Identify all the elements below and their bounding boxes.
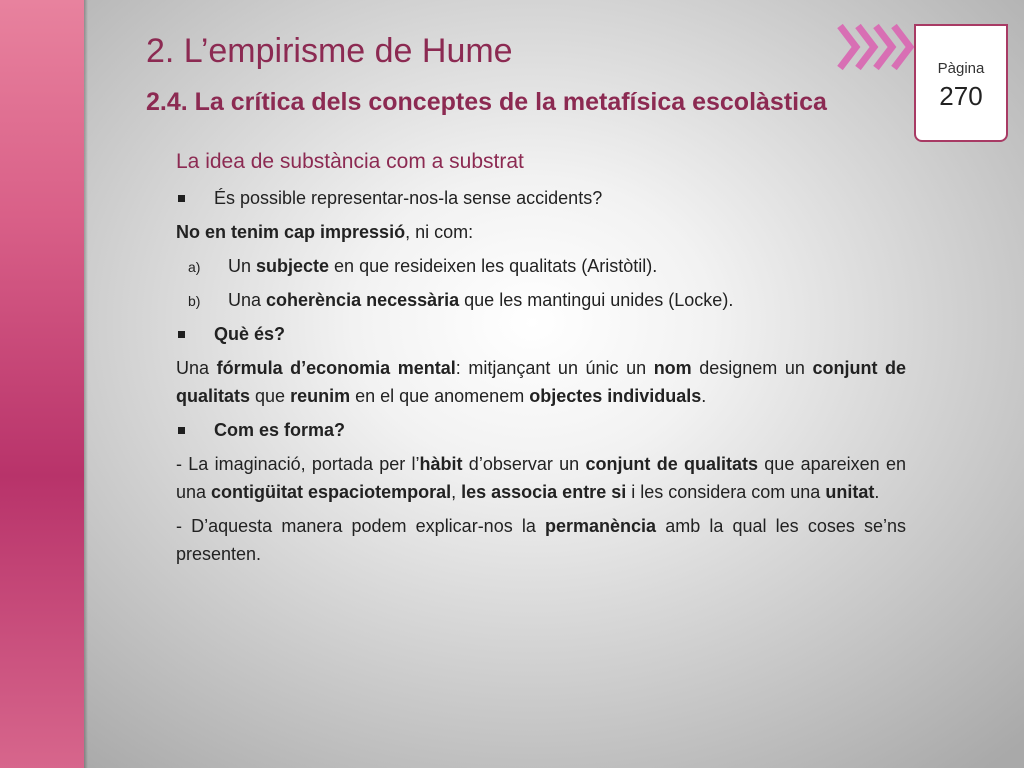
page-number: 270 <box>939 81 983 111</box>
list-label: b) <box>188 293 201 309</box>
text: . <box>701 386 707 406</box>
bullet-item <box>176 416 906 444</box>
text: designem un <box>691 358 813 378</box>
bold-text: coherència necessària <box>266 290 460 310</box>
text: i les considera com una <box>626 482 826 502</box>
list-item-a <box>176 252 906 280</box>
chevrons-icon <box>834 20 914 74</box>
text: Una <box>228 290 267 310</box>
bullet-item <box>176 184 906 212</box>
slide-subtitle: 2.4. La crítica dels conceptes de la metafísica escolàstica <box>146 88 827 116</box>
bold-text: subjecte <box>256 256 330 276</box>
paragraph-imaginacio <box>176 450 906 506</box>
square-bullet-icon <box>178 195 185 202</box>
text: - La imaginació, portada per l’ <box>176 454 420 474</box>
square-bullet-icon <box>178 331 185 338</box>
slide-title: 2. L’empirisme de Hume <box>146 32 513 70</box>
text: en que resideixen les qualitats (Aristòtil). <box>329 256 658 276</box>
bullet-text: És possible representar-nos-la sense accidents? <box>214 188 603 208</box>
bold-text: hàbit <box>419 454 463 474</box>
paragraph-permanencia <box>176 512 906 568</box>
paragraph-no-impressio <box>176 218 906 246</box>
page-number-box <box>914 24 1008 142</box>
list-label: a) <box>188 259 201 275</box>
bold-text: les associa entre si <box>461 482 627 502</box>
paragraph-formula <box>176 354 906 410</box>
page-label: Pàgina <box>937 60 985 77</box>
text: . <box>874 482 880 502</box>
bold-text: No en tenim cap impressió <box>176 222 406 242</box>
text: en el que anomenem <box>350 386 530 406</box>
text: - D’aquesta manera podem explicar-nos la <box>176 516 545 536</box>
bold-text: nom <box>653 358 692 378</box>
bullet-text: Com es forma? <box>214 420 346 440</box>
bold-text: conjunt de qualitats <box>585 454 759 474</box>
text: amb la qual les coses se’ns presenten. <box>176 516 906 564</box>
text: Un <box>228 256 257 276</box>
bold-text: objectes individuals <box>529 386 702 406</box>
bold-text: contigüitat espaciotemporal <box>211 482 452 502</box>
text: que <box>250 386 291 406</box>
text: que les mantingui unides (Locke). <box>459 290 734 310</box>
list-item-b <box>176 286 906 314</box>
square-bullet-icon <box>178 427 185 434</box>
bullet-item <box>176 320 906 348</box>
text: d’observar un <box>462 454 586 474</box>
text: , ni com: <box>405 222 474 242</box>
left-decorative-band <box>0 0 84 768</box>
bold-text: unitat <box>825 482 875 502</box>
text: Una <box>176 358 217 378</box>
bold-text: reunim <box>290 386 351 406</box>
text: , <box>451 482 462 502</box>
slide-content <box>176 148 906 574</box>
text: que apareixen en una <box>176 454 906 502</box>
bold-text: conjunt de qualitats <box>176 358 907 406</box>
bold-text: permanència <box>545 516 657 536</box>
text: : mitjançant un únic un <box>455 358 654 378</box>
bullet-text: Què és? <box>214 324 286 344</box>
bold-text: fórmula d’economia mental <box>216 358 456 378</box>
section-heading: La idea de substància com a substrat <box>176 150 524 173</box>
